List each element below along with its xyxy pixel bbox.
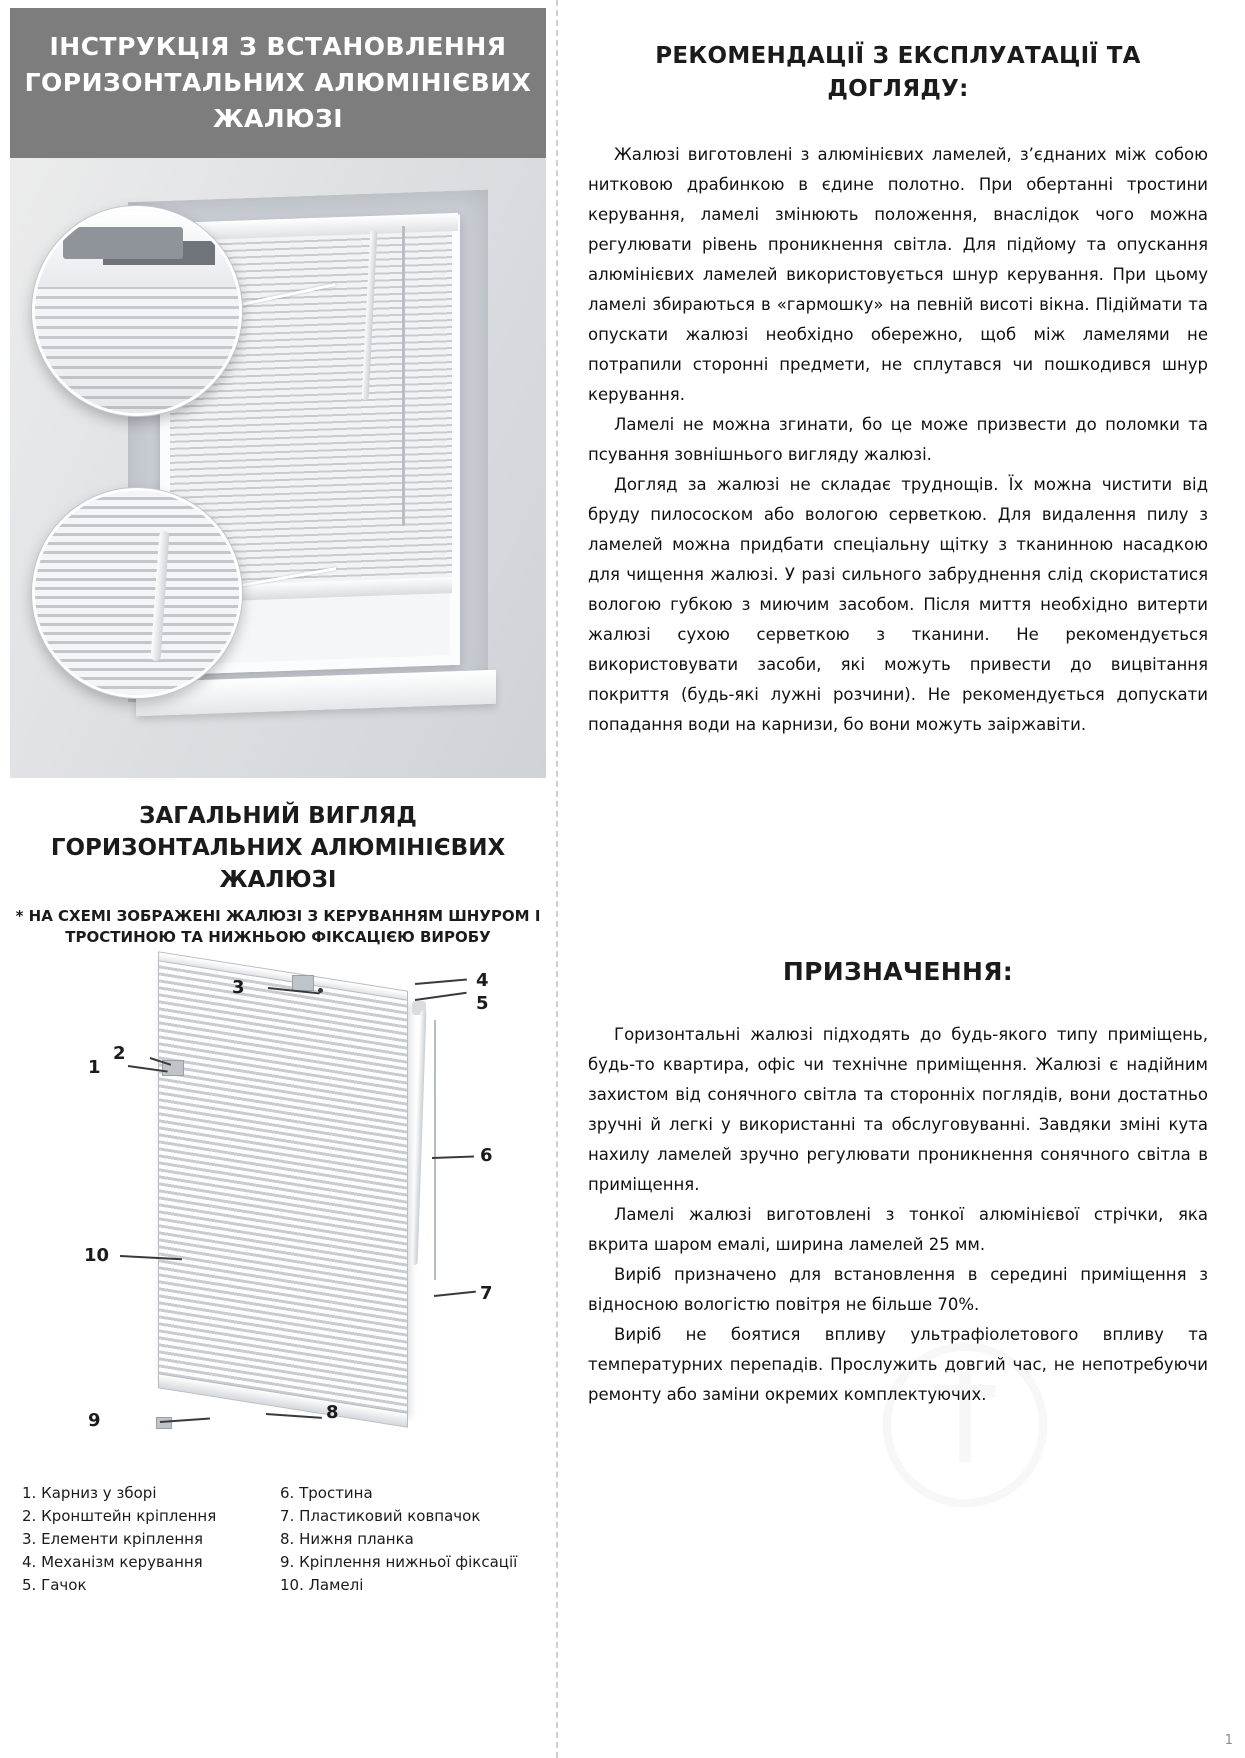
diagram-bottom-fix (156, 1417, 172, 1429)
care-paragraph: Жалюзі виготовлені з алюмінієвих ламелей, з’єднаних між собою нитковою драбинкою в єдине полотно. При обертанні тростини керування, ламелі змінюють положення, внаслідок чого можна регулювати рівень проникнення світла. Для підйому та опускання алюмінієвих ламелей використовується шнур керування. При цьому ламелі збираються в «гармошку» на певній висоті вікна. Підіймати та опускати жалюзі необхідно обережно, щоб між ламелями не потрапили сторонні предмети, не сплутався чи пошкодився шнур керування. (588, 145, 1208, 404)
legend-item: 2. Кронштейн кріплення (22, 1507, 217, 1525)
main-title-band (10, 8, 546, 158)
callout-dot (318, 988, 323, 993)
callout-4: 4 (476, 970, 489, 991)
callout-leader (434, 1291, 476, 1297)
diagram-tilt-wand (412, 1010, 427, 1265)
main-title: ІНСТРУКЦІЯ З ВСТАНОВЛЕННЯ ГОРИЗОНТАЛЬНИХ АЛЮМІНІЄВИХ ЖАЛЮЗІ (24, 32, 532, 133)
legend-item: 3. Елементи кріплення (22, 1530, 203, 1548)
legend-item: 8. Нижня планка (280, 1530, 414, 1548)
page-number: 1 (1224, 1733, 1233, 1748)
purpose-paragraph: Ламелі жалюзі виготовлені з тонкої алюмінієвої стрічки, яка вкрита шаром емалі, ширина ламелей 25 мм. (588, 1205, 1208, 1254)
legend-item: 6. Тростина (280, 1484, 373, 1502)
callout-leader (432, 1156, 474, 1159)
callout-6: 6 (480, 1145, 493, 1166)
detail-zoom-slats (32, 488, 242, 698)
care-body (588, 140, 1208, 740)
legend-item: 7. Пластиковий ковпачок (280, 1507, 481, 1525)
care-heading: РЕКОМЕНДАЦІЇ З ЕКСПЛУАТАЦІЇ ТА ДОГЛЯДУ: (655, 43, 1141, 102)
right-column (570, 0, 1230, 1758)
legend-item: 10. Ламелі (280, 1576, 364, 1594)
section-title: ЗАГАЛЬНИЙ ВИГЛЯД ГОРИЗОНТАЛЬНИХ АЛЮМІНІЄВИХ ЖАЛЮЗІ (50, 803, 506, 893)
section-title-block (10, 800, 546, 948)
column-divider (556, 0, 558, 1758)
callout-3: 3 (232, 977, 245, 998)
callout-leader (266, 1413, 322, 1418)
purpose-heading: ПРИЗНАЧЕННЯ: (782, 957, 1014, 986)
diagram-bracket (292, 975, 314, 991)
control-cord (402, 226, 405, 526)
blind-diagram (10, 965, 546, 1460)
diagram-slats (158, 960, 408, 1415)
detail-zoom-bracket (32, 206, 242, 416)
care-paragraph: Догляд за жалюзі не складає труднощів. Їх можна чистити від бруду пилососком або вологою серветкою. Для видалення пилу з ламелей можна придбати спеціальну щітку з тканинною насадкою для чищення жалюзі. У разі сильного забруднення слід скористатися вологою губкою з миючим засобом. Після миття необхідно витерти жалюзі сухою серветкою з тканини. Не рекомендується використовувати засоби, які можуть привести до вицвітання покриття (будь-які лужні розчини). Не рекомендується допускати попадання води на карнизи, бо вони можуть заіржавіти. (588, 475, 1208, 734)
diagram-cord (434, 1020, 436, 1280)
left-column (0, 0, 556, 1758)
callout-1: 1 (88, 1057, 101, 1078)
installation-photo (10, 158, 546, 778)
legend-item: 1. Карниз у зборі (22, 1484, 157, 1502)
legend-item: 4. Механізм керування (22, 1553, 203, 1571)
legend-item: 9. Кріплення нижньої фіксації (280, 1553, 518, 1571)
callout-9: 9 (88, 1410, 101, 1431)
callout-8: 8 (326, 1402, 339, 1423)
callout-leader (415, 978, 467, 984)
legend-item: 5. Гачок (22, 1576, 87, 1594)
purpose-paragraph: Виріб не боятися впливу ультрафіолетового впливу та температурних перепадів. Прослужить довгий час, не непотребуючи ремонту або заміни окремих комплектуючих. (588, 1325, 1208, 1404)
callout-leader (415, 992, 467, 1001)
purpose-paragraph: Виріб призначено для встановлення в середині приміщення з відносною вологістю повітря не більше 70%. (588, 1265, 1208, 1314)
callout-7: 7 (480, 1283, 493, 1304)
purpose-body (588, 1020, 1208, 1410)
callout-10: 10 (84, 1245, 110, 1266)
legend (22, 1482, 542, 1597)
callout-5: 5 (476, 993, 489, 1014)
callout-2: 2 (113, 1043, 126, 1064)
care-paragraph: Ламелі не можна згинати, бо це може призвести до поломки та псування зовнішнього вигляду жалюзі. (588, 415, 1208, 464)
section-note: * НА СХЕМІ ЗОБРАЖЕНІ ЖАЛЮЗІ З КЕРУВАННЯМ ШНУРОМ І ТРОСТИНОЮ ТА НИЖНЬОЮ ФІКСАЦІЄЮ ВИРОБУ (15, 907, 541, 946)
purpose-paragraph: Горизонтальні жалюзі підходять до будь-якого типу приміщень, будь-то квартира, офіс чи технічне приміщення. Жалюзі є надійним захистом від сонячного світла та сторонніх поглядів, вони достатньо зручні й легкі у використанні та обслуговуванні. Завдяки зміні кута нахилу ламелей зручно регулювати проникнення сонячного світла в приміщення. (588, 1025, 1208, 1194)
